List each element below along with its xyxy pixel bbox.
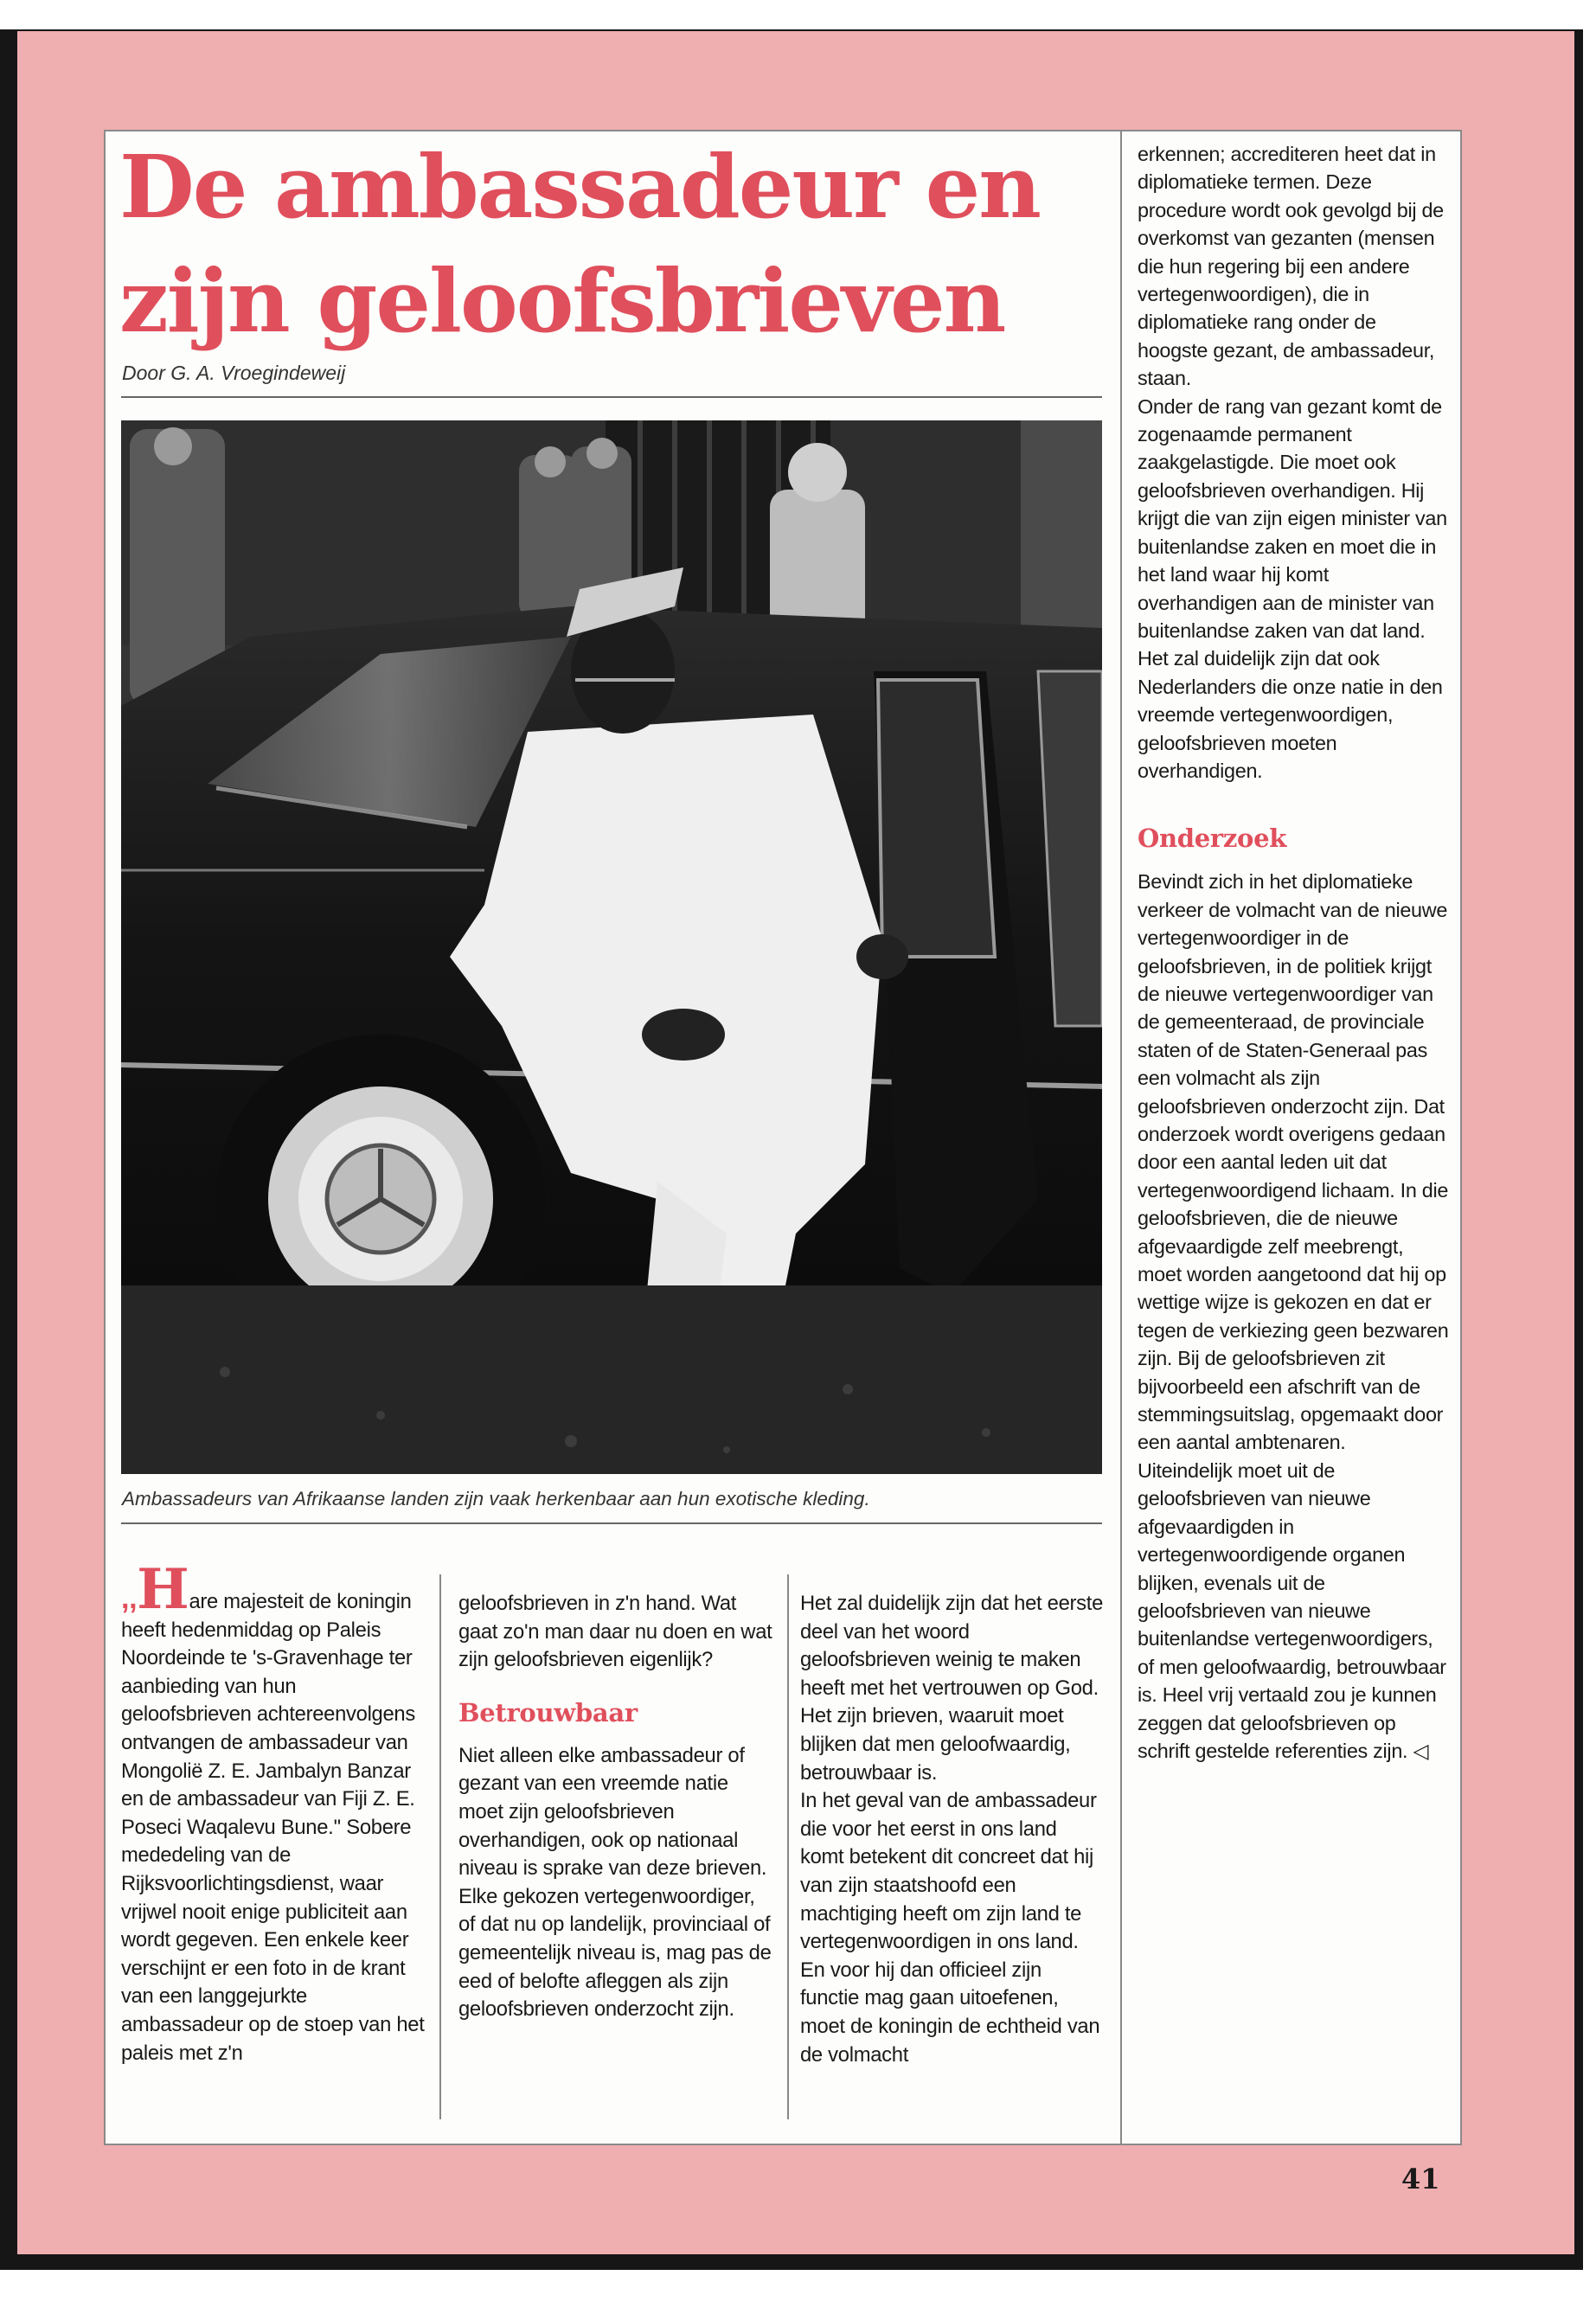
title-rule xyxy=(121,396,1102,398)
opening-quote: ,, xyxy=(121,1582,138,1615)
ambassador-photo xyxy=(121,420,1102,1474)
col4-paragraph-4-text: Uiteindelijk moet uit de geloofsbrieven van nieuwe afgevaardigden in vertegenwoordigende organen blijken, evenals uit de geloofsbrieven van nieuwe buitenlandse vertegenwoordigers, of men geloofwaardig, betrouwbaar is. Heel vrij vertaald zou je kunnen zeggen dat geloofsbrieven op schrift gestelde referenties zijn. xyxy=(1138,1458,1446,1762)
col1-text: are majesteit de koningin heeft hedenmiddag op Paleis Noordeinde te 's-Gravenhage ter aanbieding van hun geloofsbrieven achtereenvolgens ontvangen de ambassadeur van Mongolië Z. E. Jambalyn Banzar en de ambassadeur van Fiji Z. E. Poseci Waqalevu Bune.'' Sobere mededeling van de Rijksvoorlichtingsdienst, waar vrijwel nooit enige publiciteit aan wordt gegeven. Een enkele keer verschijnt er een foto in de krant van een langgejurkte ambassadeur op de stoep van het paleis met z'n xyxy=(121,1590,425,2065)
text-column-4 xyxy=(1138,140,1451,1765)
col3-paragraph-2: In het geval van de ambassadeur die voor het eerst in ons land komt betekent dit concreet dat hij van zijn staatshoofd een machtiging heeft om zijn land te vertegenwoordigen in ons land. En voor hij dan officieel zijn functie mag gaan uitoefenen, moet de koningin de echtheid van de volmacht xyxy=(800,1789,1100,2067)
col1-paragraph xyxy=(121,1557,428,2067)
page-number: 41 xyxy=(1401,2163,1440,2195)
article-title: De ambassadeur en zijn geloofsbrieven xyxy=(119,136,1040,352)
col3-paragraph-1: Het zal duidelijk zijn dat het eerste deel van het woord geloofsbrieven weinig te maken heeft met het vertrouwen op God. Het zijn brieven, waaruit moet blijken dat men geloofwaardig, betrouwbaar is. xyxy=(800,1592,1104,1785)
drop-cap: H xyxy=(137,1557,189,1622)
column-divider xyxy=(787,1574,789,2119)
photo-caption: Ambassadeurs van Afrikaanse landen zijn vaak herkenbaar aan hun exotische kleding. xyxy=(122,1488,870,1509)
column-divider xyxy=(1120,131,1122,2144)
column-divider xyxy=(439,1574,441,2119)
col4-paragraph-2: Onder de rang van gezant komt de zogenaamde permanent zaakgelastigde. Die moet ook geloofsbrieven overhandigen. Hij krijgt die van zijn eigen minister van buitenlandse zaken en moet die in het land waar hij komt overhandigen aan de minister van buitenlandse zaken van dat land. Het zal duidelijk zijn dat ook Nederlanders die onze natie in den vreemde vertegenwoordigen, geloofsbrieven moeten overhandigen. xyxy=(1138,394,1447,782)
col4-paragraph-4 xyxy=(1138,1457,1451,1765)
text-column-2 xyxy=(458,1590,777,2024)
byline: Door G. A. Vroegindeweij xyxy=(122,362,346,384)
end-mark-icon: ◁ xyxy=(1413,1739,1429,1762)
col4-paragraph-3: Bevindt zich in het diplomatieke verkeer de volmacht van de nieuwe vertegenwoordiger in de geloofsbrieven, in de politiek krijgt de nieuwe vertegenwoordiger van de gemeenteraad, de provinciale staten of de Staten-Generaal pas een volmacht als zijn geloofsbrieven onderzocht zijn. Dat onderzoek wordt overigens gedaan door een aantal leden uit dat vertegenwoordigend lichaam. In die geloofsbrieven, die de nieuwe afgevaardigde zelf meebrengt, moet worden aangetoond dat hij op wettige wijze is gekozen en dat er tegen de verkiezing geen bezwaren zijn. Bij de geloofsbrieven zit bijvoorbeeld een afschrift van de stemmingsuitslag, opgemaakt door een aantal ambtenaren. xyxy=(1138,870,1449,1454)
col4-paragraph-1: erkennen; accrediteren heet dat in diplomatieke termen. Deze procedure wordt ook gevolgd bij de overkomst van gezanten (mensen die hun regering bij een andere vertegenwoordigen), die in diplomatieke rang onder de hoogste gezant, de ambassadeur, staan. xyxy=(1138,143,1444,390)
subhead-betrouwbaar: Betrouwbaar xyxy=(458,1697,638,1727)
col2-text: Niet alleen elke ambassadeur of gezant van een vreemde natie moet zijn geloofsbrieven overhandigen, ook op nationaal niveau is sprake van deze brieven. Elke gekozen vertegenwoordiger, of dat nu op landelijk, provinciaal of gemeentelijk niveau is, mag pas de eed of belofte afleggen als zijn geloofsbrieven onderzocht zijn. xyxy=(458,1743,772,2022)
col2-intro: geloofsbrieven in z'n hand. Wat gaat zo'n man daar nu doen en wat zijn geloofsbrieven eigenlijk? xyxy=(458,1592,772,1672)
text-column-1 xyxy=(121,1557,428,2067)
photo-illustration xyxy=(121,420,1102,1474)
caption-rule xyxy=(121,1522,1102,1524)
text-column-3 xyxy=(800,1590,1103,2069)
subhead-onderzoek: Onderzoek xyxy=(1138,824,1287,854)
